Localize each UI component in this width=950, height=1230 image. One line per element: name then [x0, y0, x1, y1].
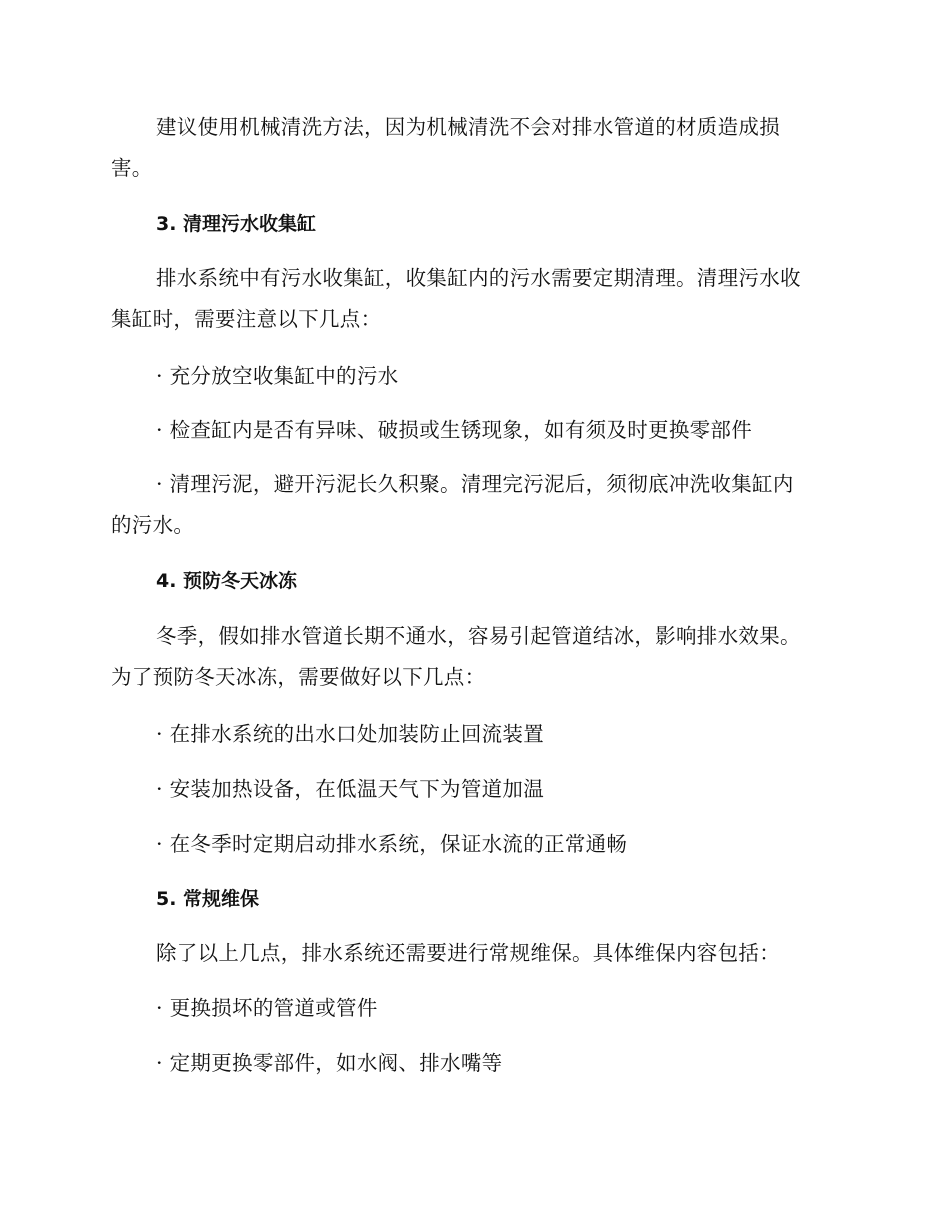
section-heading-3: 3. 清理污水收集缸 — [156, 213, 317, 235]
paragraph-routine-maintenance: 除了以上几点，排水系统还需要进行常规维保。具体维保内容包括： — [156, 941, 780, 965]
list-item — [111, 464, 831, 546]
list-item: · 检查缸内是否有异味、破损或生锈现象，如有须及时更换零部件 — [156, 418, 753, 442]
list-item: · 更换损坏的管道或管件 — [156, 996, 378, 1020]
section-heading-5: 5. 常规维保 — [156, 888, 260, 910]
paragraph-collection-tank — [111, 258, 831, 340]
paragraph-mechanical-cleaning — [111, 107, 831, 189]
paragraph-winter-freezing — [111, 616, 831, 698]
list-item: · 定期更换零部件，如水阀、排水嘴等 — [156, 1051, 503, 1075]
paragraph-line: 排水系统中有污水收集缸，收集缸内的污水需要定期清理。清理污水收 — [156, 266, 801, 290]
section-heading-4: 4. 预防冬天冰冻 — [156, 570, 298, 592]
list-item: · 充分放空收集缸中的污水 — [156, 364, 399, 388]
list-item-line: · 清理污泥，避开污泥长久积聚。清理完污泥后，须彻底冲洗收集缸内 — [156, 472, 794, 496]
paragraph-line: 冬季，假如排水管道长期不通水，容易引起管道结冰，影响排水效果。 — [156, 624, 801, 648]
paragraph-line: 为了预防冬天冰冻，需要做好以下几点： — [111, 665, 486, 689]
paragraph-line: 集缸时，需要注意以下几点： — [111, 307, 382, 331]
list-item: · 在冬季时定期启动排水系统，保证水流的正常通畅 — [156, 832, 628, 856]
paragraph-line: 建议使用机械清洗方法，因为机械清洗不会对排水管道的材质造成损 — [156, 115, 780, 139]
list-item-line: 的污水。 — [111, 513, 195, 537]
list-item: · 在排水系统的出水口处加装防止回流装置 — [156, 722, 545, 746]
paragraph-line: 害。 — [111, 156, 153, 180]
list-item: · 安装加热设备，在低温天气下为管道加温 — [156, 777, 545, 801]
